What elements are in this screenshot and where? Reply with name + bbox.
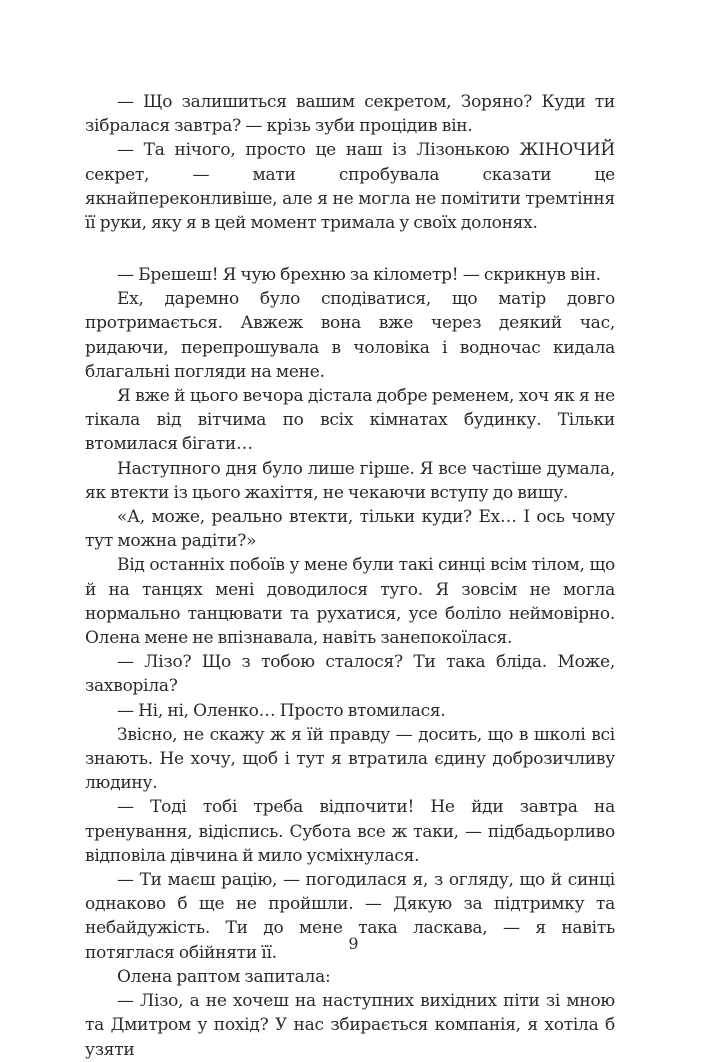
paragraph: — Лізо? Що з тобою сталося? Ти така бліда. Може, захворіла? (85, 652, 615, 697)
paragraph: Звісно, не скажу ж я їй правду — досить, що в школі всі знають. Не хочу, щоб і тут я втратила єдину доброзичливу людину. (85, 724, 615, 794)
text-block-top (85, 90, 615, 235)
paragraph: Олена раптом запитала: (117, 966, 331, 987)
page-number: 9 (348, 934, 359, 953)
paragraph: Ех, даремно було сподіватися, що матір довго протримається. Авжеж вона вже через деякий час, ридаючи, перепрошувала в чоловіка і водночас кидала благальні погляди на мене. (85, 289, 615, 382)
paragraph: Я вже й цього вечора дістала добре ременем, хоч як я не тікала від вітчима по всіх кімнатах будинку. Тільки втомилася бігати… (85, 386, 615, 455)
paragraph: Від останніх побоїв у мене були такі синці всім тілом, що й на танцях мені доводилося туго. Я зовсім не могла нормально танцювати та рухатися, усе боліло неймовірно. Олена мене не впізнавала, навіть занепокоїлася. (85, 555, 615, 649)
paragraph: «А, може, реально втекти, тільки куди? Ех… І ось чому тут можна радіти?» (85, 507, 615, 552)
paragraph: — Лізо, а не хочеш на наступних вихідних піти зі мною та Дмитром у похід? У нас збирається компанія, я хотіла б узяти (85, 991, 615, 1060)
paragraph: — Що залишиться вашим секретом, Зоряно? Куди ти зібралася завтра? — крізь зуби процідив він. (85, 92, 615, 137)
paragraph: — Ні, ні, Оленко… Просто втомилася. (117, 700, 446, 721)
paragraph: — Тоді тобі треба відпочити! Не йди завтра на тренування, відіспись. Субота все ж таки, — підбадьорливо відповіла дівчина й мило усміхнулася. (85, 797, 615, 866)
paragraph: — Ти маєш рацію, — погодилася я, з огляду, що й синці однаково б ще не пройшли. — Дякую за підтримку та небайдужість. Ти до мене така ласкава, — я навіть потяглася обійняти її. (85, 870, 615, 963)
paragraph: — Брешеш! Я чую брехню за кілометр! — скрикнув він. (117, 265, 601, 285)
paragraph: — Та нічого, просто це наш із Лізонькою ЖІНОЧИЙ секрет, — мати спробувала сказати це якнайпереконливіше, але я не могла не помітити тремтіння її руки, яку я в цей момент тримала у своїх долонях. (85, 140, 615, 234)
paragraph: Наступного дня було лише гірше. Я все частіше думала, як втекти із цього жахіття, не чекаючи вступу до вишу. (85, 458, 615, 503)
